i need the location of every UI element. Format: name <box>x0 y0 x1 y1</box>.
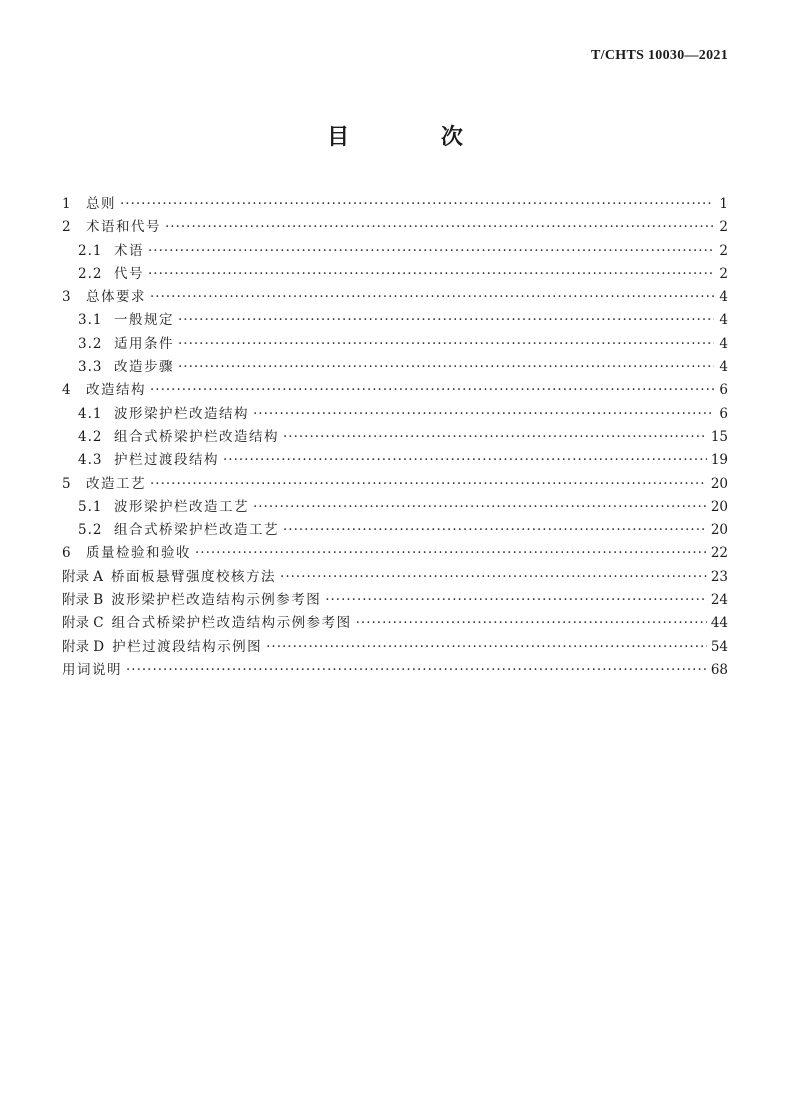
toc-entry-number: 附录 C <box>62 615 104 632</box>
toc-entry-number: 2 <box>62 219 71 236</box>
toc-entry-number: 3.2 <box>78 335 103 352</box>
toc-dot-leader <box>280 569 707 585</box>
toc-entry-number: 附录 A <box>62 568 104 585</box>
toc-entry-number: 3.3 <box>78 359 103 376</box>
toc-entry[interactable] <box>62 192 728 215</box>
toc-entry-label: 组合式桥梁护栏改造工艺 <box>114 522 279 539</box>
toc-dot-leader <box>150 289 714 305</box>
toc-entry[interactable] <box>62 448 728 471</box>
toc-entry-number: 4.3 <box>78 452 103 469</box>
toc-entry-number: 4.2 <box>78 428 103 445</box>
toc-entry-label: 组合式桥梁护栏改造结构 <box>114 428 279 445</box>
toc-entry-number: 5.2 <box>78 522 103 539</box>
toc-dot-leader <box>148 243 714 259</box>
toc-dot-leader <box>283 429 707 445</box>
toc-entry-label: 术语 <box>114 242 144 259</box>
toc-entry[interactable] <box>62 495 728 518</box>
toc-entry-page: 22 <box>710 545 728 562</box>
toc-entry-page: 2 <box>719 242 728 259</box>
toc-entry-page: 1 <box>719 196 728 212</box>
toc-entry-label: 桥面板悬臂强度校核方法 <box>111 568 277 585</box>
toc-dot-leader <box>165 219 714 235</box>
toc-entry-number: 附录 B <box>62 592 104 609</box>
toc-dot-leader <box>178 359 714 375</box>
toc-entry-number: 2.1 <box>78 242 103 259</box>
toc-dot-leader <box>266 639 707 655</box>
toc-entry-page: 23 <box>710 568 728 585</box>
toc-entry[interactable] <box>62 355 728 378</box>
toc-entry-label: 代号 <box>114 265 144 282</box>
toc-entry-label: 波形梁护栏改造结构 <box>114 405 249 422</box>
toc-entry-label: 用词说明 <box>62 661 122 678</box>
toc-entry-page: 15 <box>710 428 728 445</box>
toc-entry-number: 4 <box>62 382 71 399</box>
toc-dot-leader <box>325 592 707 608</box>
toc-entry-number: 1 <box>62 196 71 212</box>
toc-entry[interactable] <box>62 472 728 495</box>
toc-dot-leader <box>120 196 714 212</box>
toc-entry-number: 5 <box>62 475 71 492</box>
toc-entry-page: 4 <box>719 359 728 376</box>
toc-entry-label: 护栏过渡段结构 <box>114 452 219 469</box>
toc-entry[interactable] <box>62 635 728 658</box>
toc-entry-number: 4.1 <box>78 405 103 422</box>
toc-entry-page: 4 <box>719 312 728 329</box>
toc-dot-leader <box>253 499 707 515</box>
toc-entry-page: 6 <box>719 382 728 399</box>
toc-entry-label: 改造工艺 <box>86 475 146 492</box>
toc-entry-page: 19 <box>710 452 728 469</box>
toc-entry-label: 护栏过渡段结构示例图 <box>112 638 263 655</box>
toc-entry-page: 2 <box>719 219 728 236</box>
document-id: T/CHTS 10030—2021 <box>591 48 728 63</box>
toc-entry[interactable] <box>62 541 728 564</box>
toc-entry[interactable] <box>62 588 728 611</box>
toc-entry-page: 6 <box>719 405 728 422</box>
toc-dot-leader <box>178 312 714 328</box>
table-of-contents <box>62 192 728 681</box>
toc-entry-number: 附录 D <box>62 638 105 655</box>
toc-entry-page: 20 <box>710 498 728 515</box>
toc-dot-leader <box>223 452 707 468</box>
toc-entry[interactable] <box>62 402 728 425</box>
toc-entry[interactable] <box>62 658 728 681</box>
toc-entry-label: 总体要求 <box>86 289 146 306</box>
toc-entry-page: 2 <box>719 265 728 282</box>
toc-entry-page: 68 <box>710 661 728 678</box>
toc-entry-page: 20 <box>710 475 728 492</box>
toc-entry[interactable] <box>62 285 728 308</box>
toc-dot-leader <box>126 662 707 678</box>
toc-entry[interactable] <box>62 378 728 401</box>
toc-entry-number: 2.2 <box>78 265 103 282</box>
page-title: 目 次 <box>327 124 505 150</box>
toc-entry[interactable] <box>62 425 728 448</box>
toc-entry[interactable] <box>62 239 728 262</box>
toc-entry-number: 5.1 <box>78 498 103 515</box>
toc-entry[interactable] <box>62 565 728 588</box>
toc-dot-leader <box>283 522 707 538</box>
toc-dot-leader <box>150 382 714 398</box>
toc-entry-label: 波形梁护栏改造结构示例参考图 <box>111 592 322 609</box>
toc-entry-label: 总则 <box>86 196 116 212</box>
toc-entry-label: 改造步骤 <box>114 359 174 376</box>
toc-entry-page: 54 <box>710 638 728 655</box>
toc-entry[interactable] <box>62 308 728 331</box>
toc-dot-leader <box>178 336 714 352</box>
toc-entry[interactable] <box>62 611 728 634</box>
toc-dot-leader <box>150 476 707 492</box>
toc-entry-label: 组合式桥梁护栏改造结构示例参考图 <box>111 615 352 632</box>
toc-dot-leader <box>253 406 714 422</box>
toc-entry[interactable] <box>62 215 728 238</box>
toc-dot-leader <box>148 266 714 282</box>
toc-entry-label: 术语和代号 <box>86 219 161 236</box>
toc-entry-label: 波形梁护栏改造工艺 <box>114 498 249 515</box>
toc-dot-leader <box>356 615 707 631</box>
toc-entry[interactable] <box>62 262 728 285</box>
toc-entry-number: 6 <box>62 545 71 562</box>
toc-entry-page: 24 <box>710 592 728 609</box>
toc-entry-number: 3.1 <box>78 312 103 329</box>
toc-entry-label: 质量检验和验收 <box>86 545 191 562</box>
toc-entry-page: 20 <box>710 522 728 539</box>
toc-entry-page: 44 <box>710 615 728 632</box>
toc-entry[interactable] <box>62 518 728 541</box>
toc-entry-label: 适用条件 <box>114 335 174 352</box>
toc-entry-page: 4 <box>719 335 728 352</box>
toc-entry-label: 改造结构 <box>86 382 146 399</box>
toc-entry-page: 4 <box>719 289 728 306</box>
toc-entry-label: 一般规定 <box>114 312 174 329</box>
toc-dot-leader <box>195 545 707 561</box>
toc-entry-number: 3 <box>62 289 71 306</box>
toc-entry[interactable] <box>62 332 728 355</box>
